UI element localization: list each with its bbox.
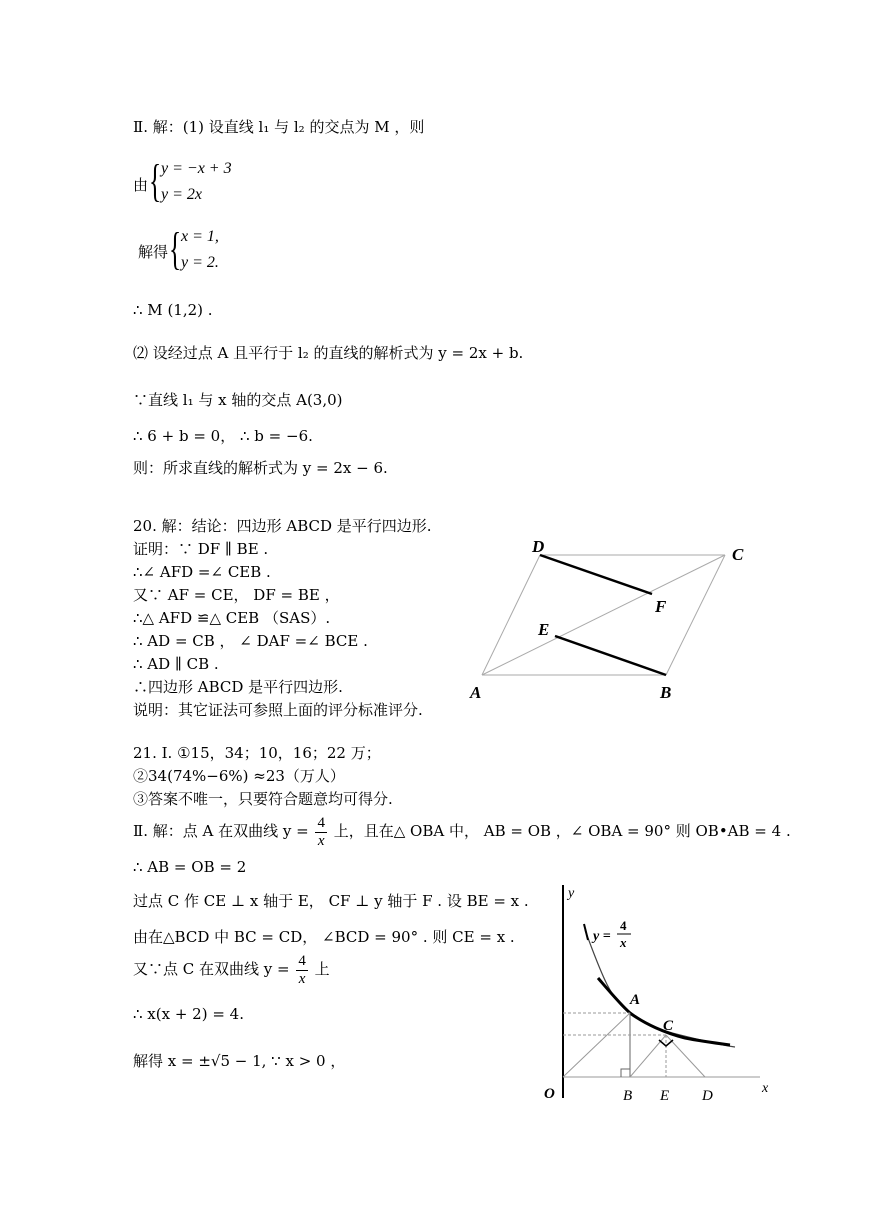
- label-B: B: [623, 1088, 633, 1104]
- system-eq-1: y = −x + 3: [161, 160, 232, 177]
- q20-line-3: ∴∠ AFD =∠ CEB .: [133, 563, 271, 581]
- q20-line-7: ∴ AD ∥ CB .: [133, 655, 219, 673]
- edge-AD: [482, 555, 540, 675]
- fraction-numerator: 4: [317, 814, 325, 831]
- q21-line-8: [133, 950, 330, 988]
- solution-line-b: ∴ 6 + b = 0， ∴ b = −6.: [133, 427, 313, 445]
- q21-line-4-start: Ⅱ. 解：点 A 在双曲线 y =: [133, 822, 309, 840]
- system-prefix: 由: [133, 176, 149, 194]
- q21-line-5: ∴ AB = OB = 2: [133, 858, 247, 876]
- edge-BC: [666, 555, 725, 675]
- q21-line-8-start: 又∵点 C 在双曲线 y =: [133, 960, 290, 978]
- label-C: C: [663, 1018, 674, 1034]
- label-y-axis: y: [568, 886, 575, 901]
- solution-line-parallel: ⑵ 设经过点 A 且平行于 l₂ 的直线的解析式为 y = 2x + b.: [133, 344, 524, 362]
- q20-line-1: 20. 解：结论：四边形 ABCD 是平行四边形.: [133, 517, 432, 535]
- hyperbola-figure: [530, 880, 780, 1110]
- solution-line-A: ∵直线 l₁ 与 x 轴的交点 A(3,0): [133, 391, 343, 409]
- fraction-denominator: x: [317, 832, 325, 849]
- q20-line-9: 说明：其它证法可参照上面的评分标准评分.: [133, 701, 423, 719]
- q20-line-8: ∴四边形 ABCD 是平行四边形.: [133, 678, 343, 696]
- solution-line-intersection: Ⅱ. 解：(1) 设直线 l₁ 与 l₂ 的交点为 M ，则: [133, 118, 425, 136]
- q20-line-6: ∴ AD = CB ， ∠ DAF =∠ BCE .: [133, 632, 368, 650]
- label-C: C: [732, 545, 744, 564]
- segment-EB: [555, 636, 666, 675]
- curve-label-numerator: 4: [620, 918, 627, 933]
- q21-line-9: ∴ x(x + 2) = 4.: [133, 1005, 244, 1023]
- brace-icon: {: [169, 223, 182, 274]
- label-E: E: [538, 620, 550, 639]
- diagonal-AC: [482, 555, 725, 675]
- parallelogram-figure: [460, 530, 760, 710]
- q21-line-10: 解得 x = ±√5 − 1, ∵ x > 0 ，: [133, 1052, 346, 1070]
- label-O: O: [544, 1086, 555, 1102]
- label-D: D: [702, 1088, 713, 1104]
- fraction-denominator: x: [298, 970, 306, 987]
- system-eq-2: y = 2x: [161, 186, 202, 203]
- curve-label-denominator: x: [620, 935, 627, 950]
- segment-OA: [563, 1013, 630, 1077]
- q21-line-8-end: 上: [314, 960, 330, 978]
- segment-DF: [540, 555, 652, 594]
- q21-line-3: ③答案不唯一，只要符合题意均可得分.: [133, 790, 393, 808]
- label-B: B: [660, 683, 672, 702]
- fraction-numerator: 4: [298, 952, 306, 969]
- q21-line-4-end: 上，且在△ OBA 中， AB = OB ，∠ OBA = 90° 则 OB•AB = 4 .: [333, 822, 791, 840]
- q20-line-2: 证明：∵ DF ∥ BE .: [133, 540, 269, 558]
- solution-line-M: ∴ M (1,2) .: [133, 301, 213, 319]
- q21-line-4: [133, 812, 791, 850]
- right-angle-mark: [621, 1069, 630, 1077]
- q21-line-7: 由在△BCD 中 BC = CD， ∠BCD = 90° . 则 CE = x .: [133, 928, 515, 946]
- q20-line-4: 又∵ AF = CE， DF = BE ，: [133, 586, 340, 604]
- system-eq-2: y = 2.: [181, 254, 219, 271]
- brace-icon: {: [149, 155, 162, 206]
- fraction-4-over-x: [315, 815, 327, 850]
- label-E: E: [660, 1088, 670, 1104]
- curve-label-y: y =: [593, 929, 611, 944]
- q20-line-5: ∴△ AFD ≌△ CEB （SAS）.: [133, 609, 331, 627]
- fraction-4-over-x: [296, 953, 308, 988]
- system-prefix: 解得: [138, 243, 169, 261]
- q21-line-1: 21. Ⅰ. ①15，34；10，16；22 万；: [133, 744, 381, 762]
- label-F: F: [655, 597, 667, 616]
- label-A: A: [470, 683, 482, 702]
- label-x-axis: x: [762, 1081, 769, 1096]
- q21-line-6: 过点 C 作 CE ⊥ x 轴于 E， CF ⊥ y 轴于 F . 设 BE = x .: [133, 892, 529, 910]
- q21-line-2: ②34(74%−6%) ≈23（万人）: [133, 767, 345, 785]
- system-eq-1: x = 1,: [181, 228, 219, 245]
- solution-line-result: 则：所求直线的解析式为 y = 2x − 6.: [133, 459, 388, 477]
- curve-tick: [584, 924, 588, 940]
- label-D: D: [532, 537, 545, 556]
- label-A: A: [630, 992, 641, 1008]
